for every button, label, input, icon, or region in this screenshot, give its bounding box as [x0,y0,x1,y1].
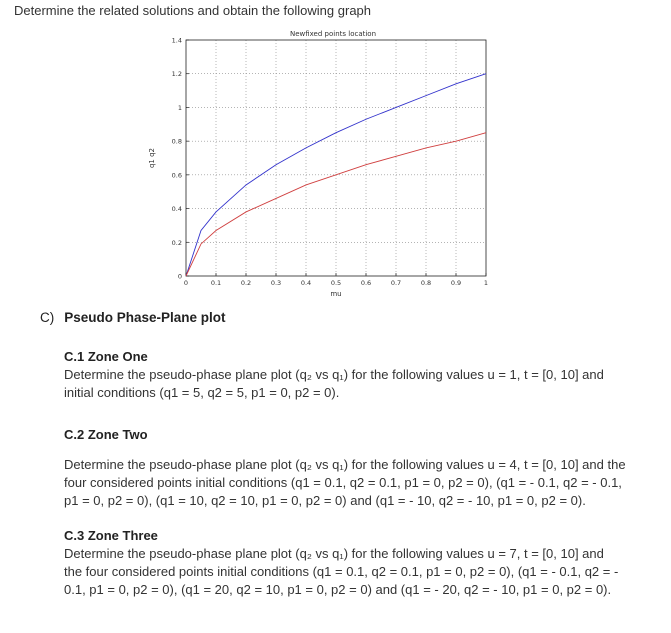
y-axis-label: q1 q2 [148,147,156,169]
zone-one-line: initial conditions (q1 = 5, q2 = 5, p1 = 0, p2 = 0). [64,385,340,400]
x-tick-label: 0.2 [240,279,252,287]
y-tick-label: 0.8 [171,137,182,146]
zone-one-line: Determine the pseudo-phase plane plot (q₂ vs q₁) for the following values u = 1, t = [0, 10] and [64,367,604,382]
x-tick-label: 0 [183,279,189,287]
zone-two-title: C.2 Zone Two [64,427,148,442]
y-tick-label: 0.4 [171,205,182,214]
zone-two [64,426,654,510]
y-tick-label: 0 [177,272,182,281]
zone-three-line: 0.1, p1 = 0, p2 = 0), (q1 = 20, q2 = 10, p1 = 0, p2 = 0) and (q1 = - 20, q2 = - 10, p1 = 0, p2 = 0). [64,582,612,597]
fixed-points-chart [140,24,500,299]
zone-three-line: the four considered points initial conditions (q1 = 0.1, q2 = 0.1, p1 = 0, p2 = 0), (q1 = - 0.1, q2 = - [64,564,619,579]
y-tick-label: 0.2 [171,238,182,247]
y-tick-label: 1.4 [171,36,182,45]
x-tick-label: 0.3 [270,279,282,287]
zone-three-title: C.3 Zone Three [64,528,158,543]
x-tick-label: 1 [483,279,489,287]
y-tick-label: 1.2 [171,70,182,79]
y-tick-label: 1 [177,103,182,112]
x-tick-label: 0.5 [330,279,342,287]
x-tick-label: 0.8 [420,279,432,287]
zone-three [64,527,654,599]
section-title-text: Pseudo Phase-Plane plot [64,310,226,325]
x-tick-label: 0.4 [300,279,312,287]
chart-title: Newfixed points location [289,30,377,38]
x-tick-label: 0.7 [390,279,402,287]
intro-text: Determine the related solutions and obtain the following graph [14,3,372,18]
y-tick-label: 0.6 [171,171,182,180]
x-tick-label: 0.1 [210,279,222,287]
zone-three-line: Determine the pseudo-phase plane plot (q₂ vs q₁) for the following values u = 7, t = [0, 10] and [64,546,604,561]
x-tick-label: 0.6 [360,279,372,287]
zone-one-title: C.1 Zone One [64,349,148,364]
zone-two-line: four considered points initial conditions (q1 = 0.1, q2 = 0.1, p1 = 0, p2 = 0), (q1 = - 0.1, q2 = - 0.1, [64,475,622,490]
section-letter: C) [40,310,55,325]
x-tick-label: 0.9 [450,279,462,287]
zone-two-line: p1 = 0, p2 = 0), (q1 = 10, q2 = 10, p1 = 0, p2 = 0) and (q1 = - 10, q2 = - 10, p1 = 0, p2 = 0). [64,493,586,508]
zone-one [64,348,654,402]
zone-two-line: Determine the pseudo-phase plane plot (q₂ vs q₁) for the following values u = 4, t = [0, 10] and the [64,457,626,472]
chart-ticks [172,37,488,288]
x-axis-label: mu [330,290,342,298]
chart-grid [186,40,486,276]
section-title [40,310,226,325]
